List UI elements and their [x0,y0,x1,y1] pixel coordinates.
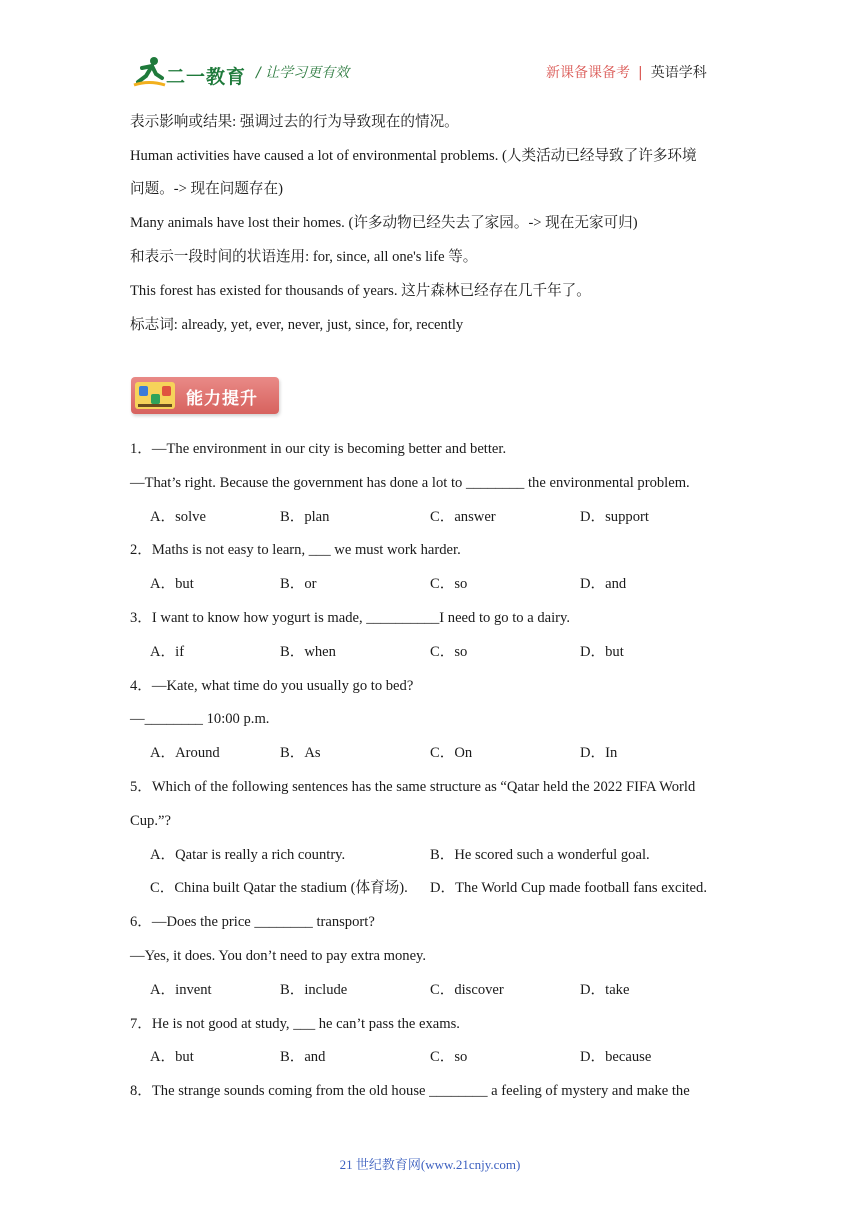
header-separator: | [638,65,643,81]
option-c: C．China built Qatar the stadium (体育场). [150,880,408,896]
question-stem: 4．—Kate, what time do you usually go to bed? [130,678,414,694]
option-d: D．but [580,644,624,660]
option-c: C．discover [430,982,504,998]
option-c: C．so [430,644,468,660]
question-stem: 2．Maths is not easy to learn, ___ we must work harder. [130,542,461,558]
option-d: D．and [580,576,627,592]
intro-line: 表示影响或结果: 强调过去的行为导致现在的情况。 [130,114,459,130]
section-badge [131,377,279,414]
intro-line: Many animals have lost their homes. (许多动物已经失去了家园。-> 现在无家可归) [130,215,638,231]
intro-line: 和表示一段时间的状语连用: for, since, all one's life 等。 [130,249,478,265]
option-d: D．In [580,745,618,761]
header-course-label: 新课备课备考 [546,65,630,81]
option-a: A．invent [150,982,212,998]
header-subject-label: 英语学科 [650,65,707,81]
option-a: A．but [150,576,194,592]
option-a: A．Qatar is really a rich country. [150,847,346,863]
runner-logo-icon [132,56,166,88]
brand-name: 二一教育 [166,66,247,88]
option-d: D．support [580,509,649,525]
option-c: C．so [430,576,468,592]
option-a: A．if [150,644,185,660]
brand-logo [132,56,247,90]
question-stem: 3．I want to know how yogurt is made, __________I need to go to a dairy. [130,610,571,626]
team-icon [135,382,175,409]
option-c: C．On [430,745,473,761]
question-stem: 6．—Does the price ________ transport? [130,914,375,930]
option-a: A．Around [150,745,220,761]
intro-line: Human activities have caused a lot of environmental problems. (人类活动已经导致了许多环境 [130,148,697,164]
option-b: B．As [280,745,321,761]
header-subject [546,62,707,82]
question-stem: —________ 10:00 p.m. [130,711,270,727]
question-stem: —Yes, it does. You don’t need to pay extra money. [130,948,427,964]
section-title: 能力提升 [186,389,258,409]
option-b: B．when [280,644,336,660]
question-stem: 1．—The environment in our city is becoming better and better. [130,441,507,457]
question-stem: 7．He is not good at study, ___ he can’t pass the exams. [130,1016,460,1032]
option-a: A．but [150,1049,194,1065]
header-slogan: / 让学习更有效 [256,65,350,81]
option-d: D．take [580,982,630,998]
option-a: A．solve [150,509,206,525]
option-b: B．He scored such a wonderful goal. [430,847,650,863]
question-stem: —That’s right. Because the government has done a lot to ________ the environmental problem. [130,475,690,491]
intro-line: This forest has existed for thousands of years. 这片森林已经存在几千年了。 [130,283,591,299]
option-d: D．The World Cup made football fans excited. [430,880,707,896]
option-c: C．answer [430,509,496,525]
question-stem: 8．The strange sounds coming from the old house ________ a feeling of mystery and make the [130,1083,690,1099]
option-b: B．plan [280,509,330,525]
question-stem: 5．Which of the following sentences has the same structure as “Qatar held the 2022 FIFA World [130,779,696,795]
page-footer: 21 世纪教育网(www.21cnjy.com) [339,1157,521,1172]
intro-line: 标志词: already, yet, ever, never, just, since, for, recently [130,317,464,333]
option-d: D．because [580,1049,652,1065]
option-b: B．include [280,982,348,998]
intro-line: 问题。-> 现在问题存在) [130,181,283,197]
option-b: B．and [280,1049,326,1065]
page-header [0,0,860,100]
option-c: C．so [430,1049,468,1065]
question-stem: Cup.”? [130,813,171,829]
option-b: B．or [280,576,317,592]
